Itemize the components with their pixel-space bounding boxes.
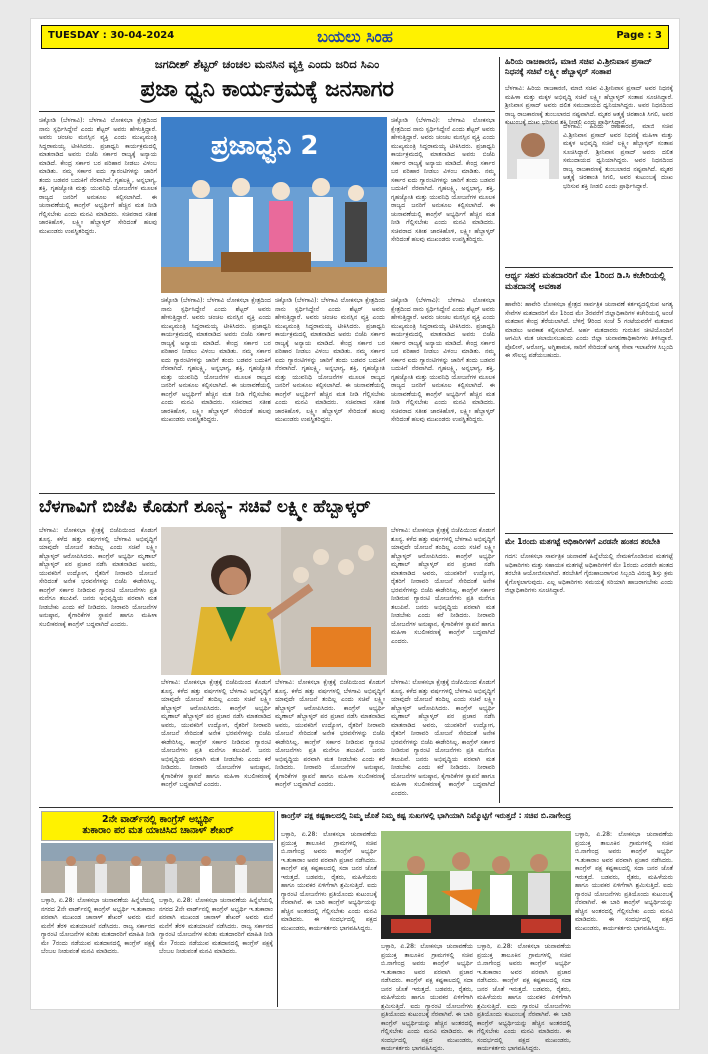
bottom-right-headline-wrap xyxy=(281,811,673,827)
campaign-group-image xyxy=(41,843,273,893)
right-mid-body: ಹಾವೇರಿ: ಹಾವೇರಿ ಲೋಕಸಭಾ ಕ್ಷೇತ್ರದ ಸಾರ್ವತ್ರಿಕ ಚುನಾವಣೆ ಕರ್ತವ್ಯದಲ್ಲಿರುವ ಅಗತ್ಯ ಸೇವೆಗಳ ಮತದಾರರಿಗೆ ಮೇ 1ರಿಂದ ಮೇ 3ರವರೆಗೆ ಜಿಲ್ಲಾಧಿಕಾರಿಗಳ ಕಚೇರಿಯಲ್ಲಿ ಅಂಚೆ ಮತದಾನ ಕೇಂದ್ರ ತೆರೆಯಲಾಗಿದೆ. ಬೆಳಿಗ್ಗೆ 9ರಿಂದ ಸಂಜೆ 5 ಗಂಟೆಯವರೆಗೆ ಮತದಾನ ಮಾಡಲು ಅವಕಾಶ ಕಲ್ಪಿಸಲಾಗಿದೆ. ಅರ್ಹ ಮತದಾರರು ಗುರುತಿನ ಚೀಟಿಯೊಂದಿಗೆ ಆಗಮಿಸಿ ಮತ ಚಲಾಯಿಸಬಹುದು ಎಂದು ಜಿಲ್ಲಾ ಚುನಾವಣಾಧಿಕಾರಿಗಳು ತಿಳಿಸಿದ್ದಾರೆ. ಪೊಲೀಸ್, ಆರೋಗ್ಯ, ಅಗ್ನಿಶಾಮಕ, ಸಾರಿಗೆ ಸೇರಿದಂತೆ ಅಗತ್ಯ ಸೇವಾ ಇಲಾಖೆಗಳ ಸಿಬ್ಬಂದಿ ಈ ಸೌಲಭ್ಯ ಪಡೆಯಬಹುದು. xyxy=(505,301,673,360)
second-photo xyxy=(161,527,387,675)
bottom-right-body-a: ಬಳ್ಳಾರಿ, ಏ.28: ಲೋಕಸಭಾ ಚುನಾವಣೆಯ ಪ್ರಯುಕ್ತ ತಾಲೂಕಿನ ಗ್ರಾಮಗಳಲ್ಲಿ ಸಚಿವ ಬಿ.ನಾಗೇಂದ್ರ ಅವರು ಕಾಂಗ್ರೆಸ್ ಅಭ್ಯರ್ಥಿ ಇ.ತುಕಾರಾಂ ಅವರ ಪರವಾಗಿ ಪ್ರಚಾರ ನಡೆಸಿದರು. ಕಾಂಗ್ರೆಸ್ ಪಕ್ಷ ಕಷ್ಟಕಾಲದಲ್ಲಿ ಸದಾ ಜನರ ಜೊತೆ ಇರುತ್ತದೆ. ಬಡವರು, ರೈತರು, ಮಹಿಳೆಯರು ಹಾಗೂ ಯುವಕರ ಏಳಿಗೆಗಾಗಿ ಶ್ರಮಿಸುತ್ತಿದೆ. ಐದು ಗ್ಯಾರಂಟಿ ಯೋಜನೆಗಳು ಪ್ರತಿಯೊಂದು ಕುಟುಂಬಕ್ಕೆ ನೆರವಾಗಿವೆ. ಈ ಬಾರಿ ಕಾಂಗ್ರೆಸ್ ಅಭ್ಯರ್ಥಿಯನ್ನು ಹೆಚ್ಚಿನ ಅಂತರದಲ್ಲಿ ಗೆಲ್ಲಿಸಬೇಕು ಎಂದು ಮನವಿ ಮಾಡಿದರು. ಈ ಸಂದರ್ಭದಲ್ಲಿ ಪಕ್ಷದ ಮುಖಂಡರು, ಕಾರ್ಯಕರ್ತರು ಭಾಗವಹಿಸಿದ್ದರು. xyxy=(281,831,377,932)
second-body-col-1: ಬೆಳಗಾವಿ: ಲೋಕಸಭಾ ಕ್ಷೇತ್ರಕ್ಕೆ ಬಿಜೆಪಿಯಿಂದ ಕೊಡುಗೆ ಶೂನ್ಯ. ಕಳೆದ ಹತ್ತು ವರ್ಷಗಳಲ್ಲಿ ಬೆಳಗಾವಿ ಅಭಿವೃದ್ಧಿಗೆ ಯಾವುದೇ ಯೋಜನೆ ತಂದಿಲ್ಲ ಎಂದು ಸಚಿವೆ ಲಕ್ಷ್ಮೀ ಹೆಬ್ಬಾಳ್ಕರ್ ಆರೋಪಿಸಿದರು. ಕಾಂಗ್ರೆಸ್ ಅಭ್ಯರ್ಥಿ ಮೃಣಾಲ್ ಹೆಬ್ಬಾಳ್ಕರ್ ಪರ ಪ್ರಚಾರ ನಡೆಸಿ ಮಾತನಾಡಿದ ಅವರು, ಯುವಕರಿಗೆ ಉದ್ಯೋಗ, ರೈತರಿಗೆ ನೀರಾವರಿ ಯೋಜನೆ ಸೇರಿದಂತೆ ಅನೇಕ ಭರವಸೆಗಳನ್ನು ಬಿಜೆಪಿ ಈಡೇರಿಸಿಲ್ಲ. ಕಾಂಗ್ರೆಸ್ ಸರ್ಕಾರ ನೀಡಿರುವ ಗ್ಯಾರಂಟಿ ಯೋಜನೆಗಳು ಪ್ರತಿ ಮನೆಗೂ ತಲುಪಿವೆ. ಜನರು ಅಭಿವೃದ್ಧಿಯ ಪರವಾಗಿ ಮತ ನೀಡಬೇಕು ಎಂದು ಕರೆ ನೀಡಿದರು. ನೀರಾವರಿ ಯೋಜನೆಗಳ ಅನುಷ್ಠಾನ, ಕೈಗಾರಿಕೆಗಳ ಸ್ಥಾಪನೆ ಹಾಗೂ ಮಹಿಳಾ ಸಬಲೀಕರಣಕ್ಕೆ ಕಾಂಗ್ರೆಸ್ ಬದ್ಧವಾಗಿದೆ ಎಂದರು. xyxy=(39,527,157,628)
second-body-col-2a: ಬೆಳಗಾವಿ: ಲೋಕಸಭಾ ಕ್ಷೇತ್ರಕ್ಕೆ ಬಿಜೆಪಿಯಿಂದ ಕೊಡುಗೆ ಶೂನ್ಯ. ಕಳೆದ ಹತ್ತು ವರ್ಷಗಳಲ್ಲಿ ಬೆಳಗಾವಿ ಅಭಿವೃದ್ಧಿಗೆ ಯಾವುದೇ ಯೋಜನೆ ತಂದಿಲ್ಲ ಎಂದು ಸಚಿವೆ ಲಕ್ಷ್ಮೀ ಹೆಬ್ಬಾಳ್ಕರ್ ಆರೋಪಿಸಿದರು. ಕಾಂಗ್ರೆಸ್ ಅಭ್ಯರ್ಥಿ ಮೃಣಾಲ್ ಹೆಬ್ಬಾಳ್ಕರ್ ಪರ ಪ್ರಚಾರ ನಡೆಸಿ ಮಾತನಾಡಿದ ಅವರು, ಯುವಕರಿಗೆ ಉದ್ಯೋಗ, ರೈತರಿಗೆ ನೀರಾವರಿ ಯೋಜನೆ ಸೇರಿದಂತೆ ಅನೇಕ ಭರವಸೆಗಳನ್ನು ಬಿಜೆಪಿ ಈಡೇರಿಸಿಲ್ಲ. ಕಾಂಗ್ರೆಸ್ ಸರ್ಕಾರ ನೀಡಿರುವ ಗ್ಯಾರಂಟಿ ಯೋಜನೆಗಳು ಪ್ರತಿ ಮನೆಗೂ ತಲುಪಿವೆ. ಜನರು ಅಭಿವೃದ್ಧಿಯ ಪರವಾಗಿ ಮತ ನೀಡಬೇಕು ಎಂದು ಕರೆ ನೀಡಿದರು. ನೀರಾವರಿ ಯೋಜನೆಗಳ ಅನುಷ್ಠಾನ, ಕೈಗಾರಿಕೆಗಳ ಸ್ಥಾಪನೆ ಹಾಗೂ ಮಹಿಳಾ ಸಬಲೀಕರಣಕ್ಕೆ ಕಾಂಗ್ರೆಸ್ ಬದ್ಧವಾಗಿದೆ ಎಂದರು. xyxy=(161,679,271,789)
divider xyxy=(505,267,673,268)
masthead: ಬಯಲು ಸಿಂಹ xyxy=(317,27,393,46)
issue-date: TUESDAY : 30-04-2024 xyxy=(48,30,175,41)
bottom-right-body-e: ಬಳ್ಳಾರಿ, ಏ.28: ಲೋಕಸಭಾ ಚುನಾವಣೆಯ ಪ್ರಯುಕ್ತ ತಾಲೂಕಿನ ಗ್ರಾಮಗಳಲ್ಲಿ ಸಚಿವ ಬಿ.ನಾಗೇಂದ್ರ ಅವರು ಕಾಂಗ್ರೆಸ್ ಅಭ್ಯರ್ಥಿ ಇ.ತುಕಾರಾಂ ಅವರ ಪರವಾಗಿ ಪ್ರಚಾರ ನಡೆಸಿದರು. ಕಾಂಗ್ರೆಸ್ ಪಕ್ಷ ಕಷ್ಟಕಾಲದಲ್ಲಿ ಸದಾ ಜನರ ಜೊತೆ ಇರುತ್ತದೆ. ಬಡವರು, ರೈತರು, ಮಹಿಳೆಯರು ಹಾಗೂ ಯುವಕರ ಏಳಿಗೆಗಾಗಿ ಶ್ರಮಿಸುತ್ತಿದೆ. ಐದು ಗ್ಯಾರಂಟಿ ಯೋಜನೆಗಳು ಪ್ರತಿಯೊಂದು ಕುಟುಂಬಕ್ಕೆ ನೆರವಾಗಿವೆ. ಈ ಬಾರಿ ಕಾಂಗ್ರೆಸ್ ಅಭ್ಯರ್ಥಿಯನ್ನು ಹೆಚ್ಚಿನ ಅಂತರದಲ್ಲಿ ಗೆಲ್ಲಿಸಬೇಕು ಎಂದು ಮನವಿ ಮಾಡಿದರು. ಈ ಸಂದರ್ಭದಲ್ಲಿ ಪಕ್ಷದ ಮುಖಂಡರು, ಕಾರ್ಯಕರ್ತರು ಭಾಗವಹಿಸಿದ್ದರು. xyxy=(477,943,571,1053)
lead-kicker-wrap xyxy=(39,57,495,75)
minister-campaign-image xyxy=(381,831,571,939)
bottom-left-body-a: ಬಳ್ಳಾರಿ, ಏ.28: ಲೋಕಸಭಾ ಚುನಾವಣೆಯ ಹಿನ್ನೆಲೆಯಲ್ಲಿ ನಗರದ 2ನೇ ವಾರ್ಡ್‌ನಲ್ಲಿ ಕಾಂಗ್ರೆಸ್ ಅಭ್ಯರ್ಥಿ ಇ.ತುಕಾರಾಂ ಪರವಾಗಿ ಮುಖಂಡ ಚಾನಾಳ್ ಶೇಖರ್ ಅವರು ಮನೆ ಮನೆಗೆ ತೆರಳಿ ಮತಯಾಚನೆ ನಡೆಸಿದರು. ರಾಜ್ಯ ಸರ್ಕಾರದ ಗ್ಯಾರಂಟಿ ಯೋಜನೆಗಳ ಕುರಿತು ಮತದಾರರಿಗೆ ಮಾಹಿತಿ ನೀಡಿ ಮೇ 7ರಂದು ನಡೆಯುವ ಮತದಾನದಲ್ಲಿ ಕಾಂಗ್ರೆಸ್ ಪಕ್ಷಕ್ಕೆ ಬೆಂಬಲ ನೀಡುವಂತೆ ಮನವಿ ಮಾಡಿದರು. xyxy=(41,897,155,956)
divider xyxy=(39,807,673,808)
newspaper-page xyxy=(30,18,680,1053)
lead-headline-wrap xyxy=(39,77,495,109)
second-body-col-2b: ಬೆಳಗಾವಿ: ಲೋಕಸಭಾ ಕ್ಷೇತ್ರಕ್ಕೆ ಬಿಜೆಪಿಯಿಂದ ಕೊಡುಗೆ ಶೂನ್ಯ. ಕಳೆದ ಹತ್ತು ವರ್ಷಗಳಲ್ಲಿ ಬೆಳಗಾವಿ ಅಭಿವೃದ್ಧಿಗೆ ಯಾವುದೇ ಯೋಜನೆ ತಂದಿಲ್ಲ ಎಂದು ಸಚಿವೆ ಲಕ್ಷ್ಮೀ ಹೆಬ್ಬಾಳ್ಕರ್ ಆರೋಪಿಸಿದರು. ಕಾಂಗ್ರೆಸ್ ಅಭ್ಯರ್ಥಿ ಮೃಣಾಲ್ ಹೆಬ್ಬಾಳ್ಕರ್ ಪರ ಪ್ರಚಾರ ನಡೆಸಿ ಮಾತನಾಡಿದ ಅವರು, ಯುವಕರಿಗೆ ಉದ್ಯೋಗ, ರೈತರಿಗೆ ನೀರಾವರಿ ಯೋಜನೆ ಸೇರಿದಂತೆ ಅನೇಕ ಭರವಸೆಗಳನ್ನು ಬಿಜೆಪಿ ಈಡೇರಿಸಿಲ್ಲ. ಕಾಂಗ್ರೆಸ್ ಸರ್ಕಾರ ನೀಡಿರುವ ಗ್ಯಾರಂಟಿ ಯೋಜನೆಗಳು ಪ್ರತಿ ಮನೆಗೂ ತಲುಪಿವೆ. ಜನರು ಅಭಿವೃದ್ಧಿಯ ಪರವಾಗಿ ಮತ ನೀಡಬೇಕು ಎಂದು ಕರೆ ನೀಡಿದರು. ನೀರಾವರಿ ಯೋಜನೆಗಳ ಅನುಷ್ಠಾನ, ಕೈಗಾರಿಕೆಗಳ ಸ್ಥಾಪನೆ ಹಾಗೂ ಮಹಿಳಾ ಸಬಲೀಕರಣಕ್ಕೆ ಕಾಂಗ್ರೆಸ್ ಬದ್ಧವಾಗಿದೆ ಎಂದರು. xyxy=(275,679,385,789)
bottom-right-body-c: ಬಳ್ಳಾರಿ, ಏ.28: ಲೋಕಸಭಾ ಚುನಾವಣೆಯ ಪ್ರಯುಕ್ತ ತಾಲೂಕಿನ ಗ್ರಾಮಗಳಲ್ಲಿ ಸಚಿವ ಬಿ.ನಾಗೇಂದ್ರ ಅವರು ಕಾಂಗ್ರೆಸ್ ಅಭ್ಯರ್ಥಿ ಇ.ತುಕಾರಾಂ ಅವರ ಪರವಾಗಿ ಪ್ರಚಾರ ನಡೆಸಿದರು. ಕಾಂಗ್ರೆಸ್ ಪಕ್ಷ ಕಷ್ಟಕಾಲದಲ್ಲಿ ಸದಾ ಜನರ ಜೊತೆ ಇರುತ್ತದೆ. ಬಡವರು, ರೈತರು, ಮಹಿಳೆಯರು ಹಾಗೂ ಯುವಕರ ಏಳಿಗೆಗಾಗಿ ಶ್ರಮಿಸುತ್ತಿದೆ. ಐದು ಗ್ಯಾರಂಟಿ ಯೋಜನೆಗಳು ಪ್ರತಿಯೊಂದು ಕುಟುಂಬಕ್ಕೆ ನೆರವಾಗಿವೆ. ಈ ಬಾರಿ ಕಾಂಗ್ರೆಸ್ ಅಭ್ಯರ್ಥಿಯನ್ನು ಹೆಚ್ಚಿನ ಅಂತರದಲ್ಲಿ ಗೆಲ್ಲಿಸಬೇಕು ಎಂದು ಮನವಿ ಮಾಡಿದರು. ಈ ಸಂದರ್ಭದಲ್ಲಿ ಪಕ್ಷದ ಮುಖಂಡರು, ಕಾರ್ಯಕರ್ತರು ಭಾಗವಹಿಸಿದ್ದರು. xyxy=(575,831,673,932)
lead-body-col-1: ಚಿಕ್ಕೋಡಿ (ಬೆಳಗಾವಿ): ಬೆಳಗಾವಿ ಲೋಕಸಭಾ ಕ್ಷೇತ್ರದಿಂದ ನಾನು ಸ್ಪರ್ಧಿಸಿದ್ದೇನೆ ಎಂದು ಶೆಟ್ಟರ್ ಅವರು ಹೇಳುತ್ತಿದ್ದಾರೆ. ಅವರು ಚಂಚಲ ಮನಸ್ಸಿನ ವ್ಯಕ್ತಿ ಎಂದು ಮುಖ್ಯಮಂತ್ರಿ ಸಿದ್ದರಾಮಯ್ಯ ಟೀಕಿಸಿದರು. ಪ್ರಜಾಧ್ವನಿ ಕಾರ್ಯಕ್ರಮದಲ್ಲಿ ಮಾತನಾಡಿದ ಅವರು ಬಿಜೆಪಿ ಸರ್ಕಾರ ರಾಜ್ಯಕ್ಕೆ ಅನ್ಯಾಯ ಮಾಡಿದೆ. ಕೇಂದ್ರ ಸರ್ಕಾರ ಬರ ಪರಿಹಾರ ನೀಡಲು ವಿಳಂಬ ಮಾಡಿತು. ನಮ್ಮ ಸರ್ಕಾರ ಐದು ಗ್ಯಾರಂಟಿಗಳನ್ನು ಜಾರಿಗೆ ತಂದು ಬಡವರ ಬದುಕಿಗೆ ನೆರವಾಗಿದೆ. ಗೃಹಲಕ್ಷ್ಮಿ, ಅನ್ನಭಾಗ್ಯ, ಶಕ್ತಿ, ಗೃಹಜ್ಯೋತಿ ಮತ್ತು ಯುವನಿಧಿ ಯೋಜನೆಗಳ ಮೂಲಕ ರಾಜ್ಯದ ಜನರಿಗೆ ಅನುಕೂಲ ಕಲ್ಪಿಸಲಾಗಿದೆ. ಈ ಚುನಾವಣೆಯಲ್ಲಿ ಕಾಂಗ್ರೆಸ್ ಅಭ್ಯರ್ಥಿಗೆ ಹೆಚ್ಚಿನ ಮತ ನೀಡಿ ಗೆಲ್ಲಿಸಬೇಕು ಎಂದು ಮನವಿ ಮಾಡಿದರು. ಸಚಿವರಾದ ಸತೀಶ ಜಾರಕಿಹೊಳಿ, ಲಕ್ಷ್ಮೀ ಹೆಬ್ಬಾಳ್ಕರ್ ಸೇರಿದಂತೆ ಹಲವು ಮುಖಂಡರು ಉಪಸ್ಥಿತರಿದ್ದರು. xyxy=(39,117,157,235)
bottom-left-kicker: 2ನೇ ವಾರ್ಡ್‌ನಲ್ಲಿ ಕಾಂಗ್ರೆಸ್ ಅಭ್ಯರ್ಥಿ xyxy=(102,814,214,825)
right-top-kicker-wrap xyxy=(505,57,673,83)
divider xyxy=(505,533,673,534)
right-low-body: ಗದಗ: ಲೋಕಸಭಾ ಸಾರ್ವತ್ರಿಕ ಚುನಾವಣೆ ಹಿನ್ನೆಲೆಯಲ್ಲಿ ನೇಮಕಗೊಂಡಿರುವ ಮತಗಟ್ಟೆ ಅಧಿಕಾರಿಗಳು ಮತ್ತು ಸಹಾಯಕ ಮತಗಟ್ಟೆ ಅಧಿಕಾರಿಗಳಿಗೆ ಮೇ 1ರಂದು ಎರಡನೇ ಹಂತದ ತರಬೇತಿ ಆಯೋಜಿಸಲಾಗಿದೆ. ತರಬೇತಿಗೆ ಗೈರುಹಾಜರಾಗುವ ಸಿಬ್ಬಂದಿ ವಿರುದ್ಧ ಶಿಸ್ತು ಕ್ರಮ ಕೈಗೊಳ್ಳಲಾಗುವುದು. ಎಲ್ಲ ಅಧಿಕಾರಿಗಳು ಸಮಯಕ್ಕೆ ಸರಿಯಾಗಿ ಹಾಜರಾಗಬೇಕು ಎಂದು ಜಿಲ್ಲಾಧಿಕಾರಿಗಳು ಸೂಚಿಸಿದ್ದಾರೆ. xyxy=(505,553,673,595)
bottom-left-photo xyxy=(41,843,273,893)
bottom-right-body-d: ಬಳ್ಳಾರಿ, ಏ.28: ಲೋಕಸಭಾ ಚುನಾವಣೆಯ ಪ್ರಯುಕ್ತ ತಾಲೂಕಿನ ಗ್ರಾಮಗಳಲ್ಲಿ ಸಚಿವ ಬಿ.ನಾಗೇಂದ್ರ ಅವರು ಕಾಂಗ್ರೆಸ್ ಅಭ್ಯರ್ಥಿ ಇ.ತುಕಾರಾಂ ಅವರ ಪರವಾಗಿ ಪ್ರಚಾರ ನಡೆಸಿದರು. ಕಾಂಗ್ರೆಸ್ ಪಕ್ಷ ಕಷ್ಟಕಾಲದಲ್ಲಿ ಸದಾ ಜನರ ಜೊತೆ ಇರುತ್ತದೆ. ಬಡವರು, ರೈತರು, ಮಹಿಳೆಯರು ಹಾಗೂ ಯುವಕರ ಏಳಿಗೆಗಾಗಿ ಶ್ರಮಿಸುತ್ತಿದೆ. ಐದು ಗ್ಯಾರಂಟಿ ಯೋಜನೆಗಳು ಪ್ರತಿಯೊಂದು ಕುಟುಂಬಕ್ಕೆ ನೆರವಾಗಿವೆ. ಈ ಬಾರಿ ಕಾಂಗ್ರೆಸ್ ಅಭ್ಯರ್ಥಿಯನ್ನು ಹೆಚ್ಚಿನ ಅಂತರದಲ್ಲಿ ಗೆಲ್ಲಿಸಬೇಕು ಎಂದು ಮನವಿ ಮಾಡಿದರು. ಈ ಸಂದರ್ಭದಲ್ಲಿ ಪಕ್ಷದ ಮುಖಂಡರು, ಕಾರ್ಯಕರ್ತರು ಭಾಗವಹಿಸಿದ್ದರು. xyxy=(381,943,473,1053)
lead-body-col-2a: ಚಿಕ್ಕೋಡಿ (ಬೆಳಗಾವಿ): ಬೆಳಗಾವಿ ಲೋಕಸಭಾ ಕ್ಷೇತ್ರದಿಂದ ನಾನು ಸ್ಪರ್ಧಿಸಿದ್ದೇನೆ ಎಂದು ಶೆಟ್ಟರ್ ಅವರು ಹೇಳುತ್ತಿದ್ದಾರೆ. ಅವರು ಚಂಚಲ ಮನಸ್ಸಿನ ವ್ಯಕ್ತಿ ಎಂದು ಮುಖ್ಯಮಂತ್ರಿ ಸಿದ್ದರಾಮಯ್ಯ ಟೀಕಿಸಿದರು. ಪ್ರಜಾಧ್ವನಿ ಕಾರ್ಯಕ್ರಮದಲ್ಲಿ ಮಾತನಾಡಿದ ಅವರು ಬಿಜೆಪಿ ಸರ್ಕಾರ ರಾಜ್ಯಕ್ಕೆ ಅನ್ಯಾಯ ಮಾಡಿದೆ. ಕೇಂದ್ರ ಸರ್ಕಾರ ಬರ ಪರಿಹಾರ ನೀಡಲು ವಿಳಂಬ ಮಾಡಿತು. ನಮ್ಮ ಸರ್ಕಾರ ಐದು ಗ್ಯಾರಂಟಿಗಳನ್ನು ಜಾರಿಗೆ ತಂದು ಬಡವರ ಬದುಕಿಗೆ ನೆರವಾಗಿದೆ. ಗೃಹಲಕ್ಷ್ಮಿ, ಅನ್ನಭಾಗ್ಯ, ಶಕ್ತಿ, ಗೃಹಜ್ಯೋತಿ ಮತ್ತು ಯುವನಿಧಿ ಯೋಜನೆಗಳ ಮೂಲಕ ರಾಜ್ಯದ ಜನರಿಗೆ ಅನುಕೂಲ ಕಲ್ಪಿಸಲಾಗಿದೆ. ಈ ಚುನಾವಣೆಯಲ್ಲಿ ಕಾಂಗ್ರೆಸ್ ಅಭ್ಯರ್ಥಿಗೆ ಹೆಚ್ಚಿನ ಮತ ನೀಡಿ ಗೆಲ್ಲಿಸಬೇಕು ಎಂದು ಮನವಿ ಮಾಡಿದರು. ಸಚಿವರಾದ ಸತೀಶ ಜಾರಕಿಹೊಳಿ, ಲಕ್ಷ್ಮೀ ಹೆಬ್ಬಾಳ್ಕರ್ ಸೇರಿದಂತೆ ಹಲವು ಮುಖಂಡರು ಉಪಸ್ಥಿತರಿದ್ದರು. xyxy=(161,297,271,424)
column-divider xyxy=(277,811,278,1007)
page-header xyxy=(41,25,669,49)
lead-headline: ಪ್ರಜಾ ಧ್ವನಿ ಕಾರ್ಯಕ್ರಮಕ್ಕೆ ಜನಸಾಗರ xyxy=(140,77,394,102)
lead-body-col-3b: ಚಿಕ್ಕೋಡಿ (ಬೆಳಗಾವಿ): ಬೆಳಗಾವಿ ಲೋಕಸಭಾ ಕ್ಷೇತ್ರದಿಂದ ನಾನು ಸ್ಪರ್ಧಿಸಿದ್ದೇನೆ ಎಂದು ಶೆಟ್ಟರ್ ಅವರು ಹೇಳುತ್ತಿದ್ದಾರೆ. ಅವರು ಚಂಚಲ ಮನಸ್ಸಿನ ವ್ಯಕ್ತಿ ಎಂದು ಮುಖ್ಯಮಂತ್ರಿ ಸಿದ್ದರಾಮಯ್ಯ ಟೀಕಿಸಿದರು. ಪ್ರಜಾಧ್ವನಿ ಕಾರ್ಯಕ್ರಮದಲ್ಲಿ ಮಾತನಾಡಿದ ಅವರು ಬಿಜೆಪಿ ಸರ್ಕಾರ ರಾಜ್ಯಕ್ಕೆ ಅನ್ಯಾಯ ಮಾಡಿದೆ. ಕೇಂದ್ರ ಸರ್ಕಾರ ಬರ ಪರಿಹಾರ ನೀಡಲು ವಿಳಂಬ ಮಾಡಿತು. ನಮ್ಮ ಸರ್ಕಾರ ಐದು ಗ್ಯಾರಂಟಿಗಳನ್ನು ಜಾರಿಗೆ ತಂದು ಬಡವರ ಬದುಕಿಗೆ ನೆರವಾಗಿದೆ. ಗೃಹಲಕ್ಷ್ಮಿ, ಅನ್ನಭಾಗ್ಯ, ಶಕ್ತಿ, ಗೃಹಜ್ಯೋತಿ ಮತ್ತು ಯುವನಿಧಿ ಯೋಜನೆಗಳ ಮೂಲಕ ರಾಜ್ಯದ ಜನರಿಗೆ ಅನುಕೂಲ ಕಲ್ಪಿಸಲಾಗಿದೆ. ಈ ಚುನಾವಣೆಯಲ್ಲಿ ಕಾಂಗ್ರೆಸ್ ಅಭ್ಯರ್ಥಿಗೆ ಹೆಚ್ಚಿನ ಮತ ನೀಡಿ ಗೆಲ್ಲಿಸಬೇಕು ಎಂದು ಮನವಿ ಮಾಡಿದರು. ಸಚಿವರಾದ ಸತೀಶ ಜಾರಕಿಹೊಳಿ, ಲಕ್ಷ್ಮೀ ಹೆಬ್ಬಾಳ್ಕರ್ ಸೇರಿದಂತೆ ಹಲವು ಮುಖಂಡರು ಉಪಸ್ಥಿತರಿದ್ದರು. xyxy=(391,297,495,424)
page-number: Page : 3 xyxy=(616,30,662,41)
lead-body-col-2b: ಚಿಕ್ಕೋಡಿ (ಬೆಳಗಾವಿ): ಬೆಳಗಾವಿ ಲೋಕಸಭಾ ಕ್ಷೇತ್ರದಿಂದ ನಾನು ಸ್ಪರ್ಧಿಸಿದ್ದೇನೆ ಎಂದು ಶೆಟ್ಟರ್ ಅವರು ಹೇಳುತ್ತಿದ್ದಾರೆ. ಅವರು ಚಂಚಲ ಮನಸ್ಸಿನ ವ್ಯಕ್ತಿ ಎಂದು ಮುಖ್ಯಮಂತ್ರಿ ಸಿದ್ದರಾಮಯ್ಯ ಟೀಕಿಸಿದರು. ಪ್ರಜಾಧ್ವನಿ ಕಾರ್ಯಕ್ರಮದಲ್ಲಿ ಮಾತನಾಡಿದ ಅವರು ಬಿಜೆಪಿ ಸರ್ಕಾರ ರಾಜ್ಯಕ್ಕೆ ಅನ್ಯಾಯ ಮಾಡಿದೆ. ಕೇಂದ್ರ ಸರ್ಕಾರ ಬರ ಪರಿಹಾರ ನೀಡಲು ವಿಳಂಬ ಮಾಡಿತು. ನಮ್ಮ ಸರ್ಕಾರ ಐದು ಗ್ಯಾರಂಟಿಗಳನ್ನು ಜಾರಿಗೆ ತಂದು ಬಡವರ ಬದುಕಿಗೆ ನೆರವಾಗಿದೆ. ಗೃಹಲಕ್ಷ್ಮಿ, ಅನ್ನಭಾಗ್ಯ, ಶಕ್ತಿ, ಗೃಹಜ್ಯೋತಿ ಮತ್ತು ಯುವನಿಧಿ ಯೋಜನೆಗಳ ಮೂಲಕ ರಾಜ್ಯದ ಜನರಿಗೆ ಅನುಕೂಲ ಕಲ್ಪಿಸಲಾಗಿದೆ. ಈ ಚುನಾವಣೆಯಲ್ಲಿ ಕಾಂಗ್ರೆಸ್ ಅಭ್ಯರ್ಥಿಗೆ ಹೆಚ್ಚಿನ ಮತ ನೀಡಿ ಗೆಲ್ಲಿಸಬೇಕು ಎಂದು ಮನವಿ ಮಾಡಿದರು. ಸಚಿವರಾದ ಸತೀಶ ಜಾರಕಿಹೊಳಿ, ಲಕ್ಷ್ಮೀ ಹೆಬ್ಬಾಳ್ಕರ್ ಸೇರಿದಂತೆ ಹಲವು ಮುಖಂಡರು ಉಪಸ್ಥಿತರಿದ್ದರು. xyxy=(275,297,385,424)
divider xyxy=(39,493,495,494)
lead-body-col-3: ಚಿಕ್ಕೋಡಿ (ಬೆಳಗಾವಿ): ಬೆಳಗಾವಿ ಲೋಕಸಭಾ ಕ್ಷೇತ್ರದಿಂದ ನಾನು ಸ್ಪರ್ಧಿಸಿದ್ದೇನೆ ಎಂದು ಶೆಟ್ಟರ್ ಅವರು ಹೇಳುತ್ತಿದ್ದಾರೆ. ಅವರು ಚಂಚಲ ಮನಸ್ಸಿನ ವ್ಯಕ್ತಿ ಎಂದು ಮುಖ್ಯಮಂತ್ರಿ ಸಿದ್ದರಾಮಯ್ಯ ಟೀಕಿಸಿದರು. ಪ್ರಜಾಧ್ವನಿ ಕಾರ್ಯಕ್ರಮದಲ್ಲಿ ಮಾತನಾಡಿದ ಅವರು ಬಿಜೆಪಿ ಸರ್ಕಾರ ರಾಜ್ಯಕ್ಕೆ ಅನ್ಯಾಯ ಮಾಡಿದೆ. ಕೇಂದ್ರ ಸರ್ಕಾರ ಬರ ಪರಿಹಾರ ನೀಡಲು ವಿಳಂಬ ಮಾಡಿತು. ನಮ್ಮ ಸರ್ಕಾರ ಐದು ಗ್ಯಾರಂಟಿಗಳನ್ನು ಜಾರಿಗೆ ತಂದು ಬಡವರ ಬದುಕಿಗೆ ನೆರವಾಗಿದೆ. ಗೃಹಲಕ್ಷ್ಮಿ, ಅನ್ನಭಾಗ್ಯ, ಶಕ್ತಿ, ಗೃಹಜ್ಯೋತಿ ಮತ್ತು ಯುವನಿಧಿ ಯೋಜನೆಗಳ ಮೂಲಕ ರಾಜ್ಯದ ಜನರಿಗೆ ಅನುಕೂಲ ಕಲ್ಪಿಸಲಾಗಿದೆ. ಈ ಚುನಾವಣೆಯಲ್ಲಿ ಕಾಂಗ್ರೆಸ್ ಅಭ್ಯರ್ಥಿಗೆ ಹೆಚ್ಚಿನ ಮತ ನೀಡಿ ಗೆಲ್ಲಿಸಬೇಕು ಎಂದು ಮನವಿ ಮಾಡಿದರು. ಸಚಿವರಾದ ಸತೀಶ ಜಾರಕಿಹೊಳಿ, ಲಕ್ಷ್ಮೀ ಹೆಬ್ಬಾಳ್ಕರ್ ಸೇರಿದಂತೆ ಹಲವು ಮುಖಂಡರು ಉಪಸ್ಥಿತರಿದ್ದರು. xyxy=(391,117,495,244)
right-mid-kicker-wrap xyxy=(505,271,673,297)
right-top-body-a: ಬೆಳಗಾವಿ: ಹಿರಿಯ ರಾಜಕಾರಣಿ, ಮಾಜಿ ಸಚಿವ ವಿ.ಶ್ರೀನಿವಾಸ ಪ್ರಸಾದ್ ಅವರ ನಿಧನಕ್ಕೆ ಮಹಿಳಾ ಮತ್ತು ಮಕ್ಕಳ ಅಭಿವೃದ್ಧಿ ಸಚಿವೆ ಲಕ್ಷ್ಮೀ ಹೆಬ್ಬಾಳ್ಕರ್ ಸಂತಾಪ ಸೂಚಿಸಿದ್ದಾರೆ. ಶ್ರೀನಿವಾಸ ಪ್ರಸಾದ್ ಅವರು ದಲಿತ ಸಮುದಾಯದ ಧ್ವನಿಯಾಗಿದ್ದರು. ಅವರ ನಿಧನದಿಂದ ರಾಜ್ಯ ರಾಜಕಾರಣಕ್ಕೆ ತುಂಬಲಾರದ ನಷ್ಟವಾಗಿದೆ. ಮೃತರ ಆತ್ಮಕ್ಕೆ ಚಿರಶಾಂತಿ ಸಿಗಲಿ, ಅವರ ಕುಟುಂಬಕ್ಕೆ ದುಃಖ ಭರಿಸುವ ಶಕ್ತಿ ನೀಡಲಿ ಎಂದು ಪ್ರಾರ್ಥಿಸಿದ್ದಾರೆ. xyxy=(505,85,673,127)
bottom-right-headline: ಕಾಂಗ್ರೆಸ್ ಪಕ್ಷ ಕಷ್ಟಕಾಲದಲ್ಲಿ ನಿಮ್ಮ ಜೊತೆ ನಿಮ್ಮ ಕಷ್ಟ ಸುಖಗಳಲ್ಲಿ ಭಾಗಿಯಾಗಿ ನಿಮ್ಮೊಟ್ಟಿಗೆ ಇರುತ್ತದೆ : ಸಚಿವ ಬಿ.ನಾಗೇಂದ್ರ xyxy=(281,811,572,820)
right-mid-kicker: ಆರ್ಥ್ಯ ಸಹರ ಮತದಾರರಿಗೆ ಮೇ 1ರಿಂದ ಡಿ.ಸಿ ಕಚೇರಿಯಲ್ಲಿ ಮತದಾನಕ್ಕೆ ಅವಕಾಶ xyxy=(505,271,666,293)
right-top-body-b: ಬೆಳಗಾವಿ: ಹಿರಿಯ ರಾಜಕಾರಣಿ, ಮಾಜಿ ಸಚಿವ ವಿ.ಶ್ರೀನಿವಾಸ ಪ್ರಸಾದ್ ಅವರ ನಿಧನಕ್ಕೆ ಮಹಿಳಾ ಮತ್ತು ಮಕ್ಕಳ ಅಭಿವೃದ್ಧಿ ಸಚಿವೆ ಲಕ್ಷ್ಮೀ ಹೆಬ್ಬಾಳ್ಕರ್ ಸಂತಾಪ ಸೂಚಿಸಿದ್ದಾರೆ. ಶ್ರೀನಿವಾಸ ಪ್ರಸಾದ್ ಅವರು ದಲಿತ ಸಮುದಾಯದ ಧ್ವನಿಯಾಗಿದ್ದರು. ಅವರ ನಿಧನದಿಂದ ರಾಜ್ಯ ರಾಜಕಾರಣಕ್ಕೆ ತುಂಬಲಾರದ ನಷ್ಟವಾಗಿದೆ. ಮೃತರ ಆತ್ಮಕ್ಕೆ ಚಿರಶಾಂತಿ ಸಿಗಲಿ, ಅವರ ಕುಟುಂಬಕ್ಕೆ ದುಃಖ ಭರಿಸುವ ಶಕ್ತಿ ನೀಡಲಿ ಎಂದು ಪ್ರಾರ್ಥಿಸಿದ್ದಾರೆ. xyxy=(563,123,673,190)
lead-kicker: ಜಗದೀಶ್ ಶೆಟ್ಟರ್ ಚಂಚಲ ಮನಸಿನ ವ್ಯಕ್ತಿ ಎಂದು ಜರಿದ ಸಿಎಂ xyxy=(154,57,380,71)
right-low-kicker: ಮೇ 1ರಂದು ಮತಗಟ್ಟೆ ಅಧಿಕಾರಿಗಳಿಗೆ ಎರಡನೇ ಹಂತದ ತರಬೇತಿ xyxy=(505,537,661,546)
divider xyxy=(39,111,495,112)
right-low-kicker-wrap xyxy=(505,537,673,551)
speech-image xyxy=(161,527,387,675)
second-headline-wrap xyxy=(39,497,495,523)
second-body-col-3b: ಬೆಳಗಾವಿ: ಲೋಕಸಭಾ ಕ್ಷೇತ್ರಕ್ಕೆ ಬಿಜೆಪಿಯಿಂದ ಕೊಡುಗೆ ಶೂನ್ಯ. ಕಳೆದ ಹತ್ತು ವರ್ಷಗಳಲ್ಲಿ ಬೆಳಗಾವಿ ಅಭಿವೃದ್ಧಿಗೆ ಯಾವುದೇ ಯೋಜನೆ ತಂದಿಲ್ಲ ಎಂದು ಸಚಿವೆ ಲಕ್ಷ್ಮೀ ಹೆಬ್ಬಾಳ್ಕರ್ ಆರೋಪಿಸಿದರು. ಕಾಂಗ್ರೆಸ್ ಅಭ್ಯರ್ಥಿ ಮೃಣಾಲ್ ಹೆಬ್ಬಾಳ್ಕರ್ ಪರ ಪ್ರಚಾರ ನಡೆಸಿ ಮಾತನಾಡಿದ ಅವರು, ಯುವಕರಿಗೆ ಉದ್ಯೋಗ, ರೈತರಿಗೆ ನೀರಾವರಿ ಯೋಜನೆ ಸೇರಿದಂತೆ ಅನೇಕ ಭರವಸೆಗಳನ್ನು ಬಿಜೆಪಿ ಈಡೇರಿಸಿಲ್ಲ. ಕಾಂಗ್ರೆಸ್ ಸರ್ಕಾರ ನೀಡಿರುವ ಗ್ಯಾರಂಟಿ ಯೋಜನೆಗಳು ಪ್ರತಿ ಮನೆಗೂ ತಲುಪಿವೆ. ಜನರು ಅಭಿವೃದ್ಧಿಯ ಪರವಾಗಿ ಮತ ನೀಡಬೇಕು ಎಂದು ಕರೆ ನೀಡಿದರು. ನೀರಾವರಿ ಯೋಜನೆಗಳ ಅನುಷ್ಠಾನ, ಕೈಗಾರಿಕೆಗಳ ಸ್ಥಾಪನೆ ಹಾಗೂ ಮಹಿಳಾ ಸಬಲೀಕರಣಕ್ಕೆ ಕಾಂಗ್ರೆಸ್ ಬದ್ಧವಾಗಿದೆ ಎಂದರು. xyxy=(391,679,495,797)
bottom-left-headline-box xyxy=(41,811,275,841)
portrait-photo xyxy=(507,123,559,179)
bottom-left-body-b: ಬಳ್ಳಾರಿ, ಏ.28: ಲೋಕಸಭಾ ಚುನಾವಣೆಯ ಹಿನ್ನೆಲೆಯಲ್ಲಿ ನಗರದ 2ನೇ ವಾರ್ಡ್‌ನಲ್ಲಿ ಕಾಂಗ್ರೆಸ್ ಅಭ್ಯರ್ಥಿ ಇ.ತುಕಾರಾಂ ಪರವಾಗಿ ಮುಖಂಡ ಚಾನಾಳ್ ಶೇಖರ್ ಅವರು ಮನೆ ಮನೆಗೆ ತೆರಳಿ ಮತಯಾಚನೆ ನಡೆಸಿದರು. ರಾಜ್ಯ ಸರ್ಕಾರದ ಗ್ಯಾರಂಟಿ ಯೋಜನೆಗಳ ಕುರಿತು ಮತದಾರರಿಗೆ ಮಾಹಿತಿ ನೀಡಿ ಮೇ 7ರಂದು ನಡೆಯುವ ಮತದಾನದಲ್ಲಿ ಕಾಂಗ್ರೆಸ್ ಪಕ್ಷಕ್ಕೆ ಬೆಂಬಲ ನೀಡುವಂತೆ ಮನವಿ ಮಾಡಿದರು. xyxy=(159,897,273,956)
bottom-left-headline: ತುಕಾರಾಂ ಪರ ಮತ ಯಾಚಿಸಿದ ಚಾನಾಳ್ ಶೇಖರ್ xyxy=(82,825,234,836)
bottom-right-photo xyxy=(381,831,571,939)
portrait-image xyxy=(507,123,559,179)
lead-photo xyxy=(161,117,387,293)
column-divider xyxy=(499,57,500,803)
photo-banner-text: ಪ್ರಜಾಧ್ವನಿ 2 xyxy=(211,131,319,161)
right-top-kicker: ಹಿರಿಯ ರಾಜಕಾರಣಿ, ಮಾಜಿ ಸಚಿವ ವಿ.ಶ್ರೀನಿವಾಸ ಪ್ರಸಾದ್ ನಿಧನಕ್ಕೆ ಸಚಿವೆ ಲಕ್ಷ್ಮೀ ಹೆಬ್ಬಾಳ್ಕರ್ ಸಂತಾಪ xyxy=(505,57,652,76)
second-body-col-3: ಬೆಳಗಾವಿ: ಲೋಕಸಭಾ ಕ್ಷೇತ್ರಕ್ಕೆ ಬಿಜೆಪಿಯಿಂದ ಕೊಡುಗೆ ಶೂನ್ಯ. ಕಳೆದ ಹತ್ತು ವರ್ಷಗಳಲ್ಲಿ ಬೆಳಗಾವಿ ಅಭಿವೃದ್ಧಿಗೆ ಯಾವುದೇ ಯೋಜನೆ ತಂದಿಲ್ಲ ಎಂದು ಸಚಿವೆ ಲಕ್ಷ್ಮೀ ಹೆಬ್ಬಾಳ್ಕರ್ ಆರೋಪಿಸಿದರು. ಕಾಂಗ್ರೆಸ್ ಅಭ್ಯರ್ಥಿ ಮೃಣಾಲ್ ಹೆಬ್ಬಾಳ್ಕರ್ ಪರ ಪ್ರಚಾರ ನಡೆಸಿ ಮಾತನಾಡಿದ ಅವರು, ಯುವಕರಿಗೆ ಉದ್ಯೋಗ, ರೈತರಿಗೆ ನೀರಾವರಿ ಯೋಜನೆ ಸೇರಿದಂತೆ ಅನೇಕ ಭರವಸೆಗಳನ್ನು ಬಿಜೆಪಿ ಈಡೇರಿಸಿಲ್ಲ. ಕಾಂಗ್ರೆಸ್ ಸರ್ಕಾರ ನೀಡಿರುವ ಗ್ಯಾರಂಟಿ ಯೋಜನೆಗಳು ಪ್ರತಿ ಮನೆಗೂ ತಲುಪಿವೆ. ಜನರು ಅಭಿವೃದ್ಧಿಯ ಪರವಾಗಿ ಮತ ನೀಡಬೇಕು ಎಂದು ಕರೆ ನೀಡಿದರು. ನೀರಾವರಿ ಯೋಜನೆಗಳ ಅನುಷ್ಠಾನ, ಕೈಗಾರಿಕೆಗಳ ಸ್ಥಾಪನೆ ಹಾಗೂ ಮಹಿಳಾ ಸಬಲೀಕರಣಕ್ಕೆ ಕಾಂಗ್ರೆಸ್ ಬದ್ಧವಾಗಿದೆ ಎಂದರು. xyxy=(391,527,495,645)
second-headline: ಬೆಳಗಾವಿಗೆ ಬಿಜೆಪಿ ಕೊಡುಗೆ ಶೂನ್ಯ- ಸಚಿವೆ ಲಕ್ಷ್ಮೀ ಹೆಬ್ಬಾಳ್ಕರ್ xyxy=(39,497,371,517)
